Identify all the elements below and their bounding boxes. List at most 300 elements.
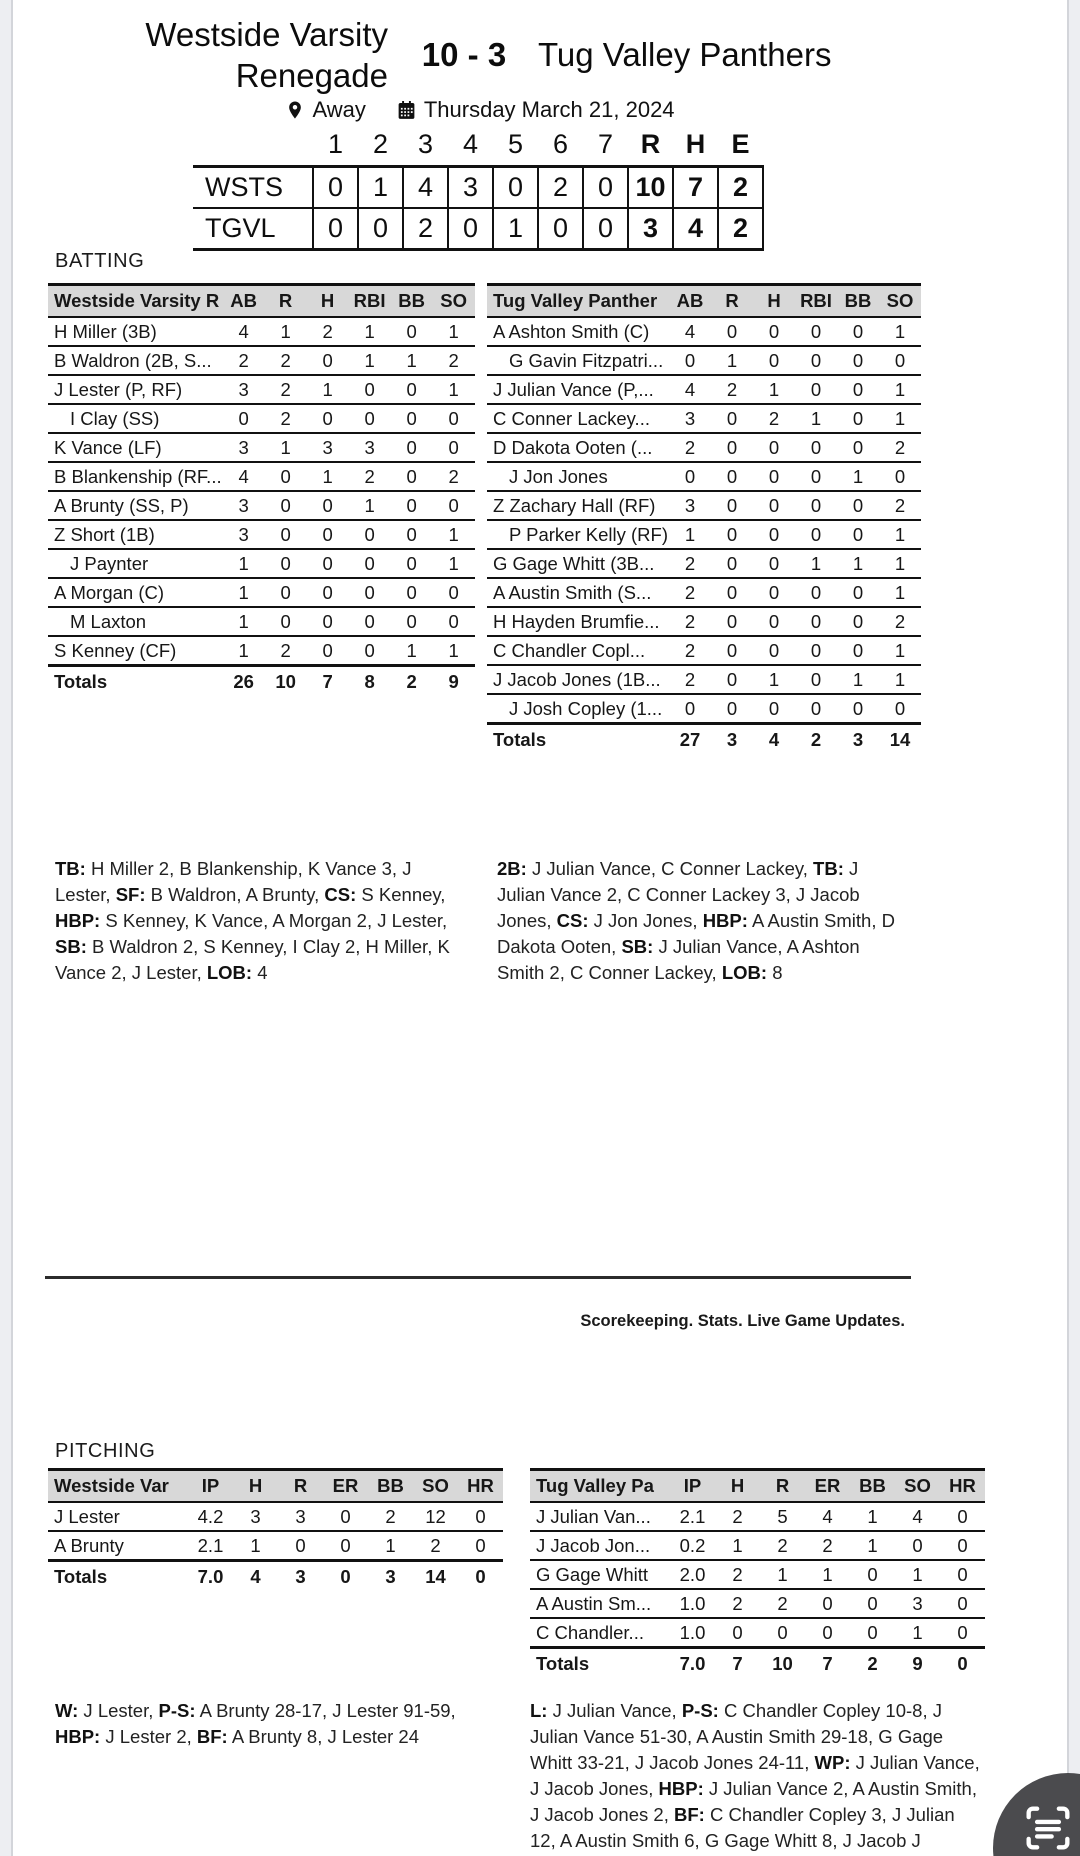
col-header-cell: IP xyxy=(670,1470,715,1503)
stat-cell: 0 xyxy=(358,208,403,250)
stat-cell: 0 xyxy=(753,549,795,578)
table-row xyxy=(487,462,921,491)
stat-cell: 0 xyxy=(313,208,358,250)
total-stat-cell: 27 xyxy=(669,724,711,756)
team-header-cell: Tug Valley Panther xyxy=(487,285,669,318)
table-row xyxy=(487,404,921,433)
team-header-cell: Westside Var xyxy=(48,1470,188,1503)
col-header-cell: R xyxy=(711,285,753,318)
stat-cell: 1 xyxy=(433,520,475,549)
col-header-cell: AB xyxy=(669,285,711,318)
total-stat-cell: 7.0 xyxy=(670,1648,715,1680)
stat-cell: 2 xyxy=(760,1589,805,1618)
stat-cell: 0 xyxy=(711,694,753,724)
stat-cell: 0 xyxy=(711,665,753,694)
game-meta xyxy=(150,97,810,123)
stat-cell: 0 xyxy=(795,433,837,462)
col-header-cell: BB xyxy=(850,1470,895,1503)
stat-cell: 0 xyxy=(669,346,711,375)
player-name-cell: A Austin Smith (S... xyxy=(487,578,669,607)
header-home-team: Tug Valley Panthers xyxy=(538,36,832,73)
game-date: Thursday March 21, 2024 xyxy=(423,97,675,122)
stat-cell: 0 xyxy=(307,520,349,549)
total-stat-cell: 8 xyxy=(349,666,391,698)
table-row xyxy=(193,167,763,209)
stat-cell: 0 xyxy=(837,607,879,636)
stat-cell: 2.1 xyxy=(188,1531,233,1561)
table-row xyxy=(530,1618,985,1648)
inning-col-header: 7 xyxy=(597,129,614,159)
stat-cell: 0 xyxy=(711,433,753,462)
stat-cell: 0 xyxy=(795,694,837,724)
stat-cell: 1 xyxy=(368,1531,413,1561)
stat-cell: 1 xyxy=(837,549,879,578)
col-header-cell: BB xyxy=(391,285,433,318)
player-name-cell: Z Short (1B) xyxy=(48,520,223,549)
stat-cell: 0 xyxy=(391,520,433,549)
stat-cell: 0 xyxy=(493,167,538,209)
stat-cell: 4 xyxy=(403,167,448,209)
player-name-cell: D Dakota Ooten (... xyxy=(487,433,669,462)
stat-cell: 0 xyxy=(895,1531,940,1560)
team-header-cell: Tug Valley Pa xyxy=(530,1470,670,1503)
stat-cell: 3 xyxy=(895,1589,940,1618)
stat-cell: 0 xyxy=(349,404,391,433)
stat-cell: 0 xyxy=(837,694,879,724)
stat-cell: 0 xyxy=(307,607,349,636)
stat-cell: 1 xyxy=(223,607,265,636)
hits-col-header: H xyxy=(685,129,706,159)
stat-cell: 3 xyxy=(223,433,265,462)
stat-cell: 2 xyxy=(538,167,583,209)
pitching-notes-away: W: J Lester, P-S: A Brunty 28-17, J Lester 91-59, HBP: J Lester 2, BF: A Brunty 8, J Lester 24 xyxy=(55,1700,456,1747)
player-name-cell: A Brunty xyxy=(48,1531,188,1561)
player-name-cell: A Austin Sm... xyxy=(530,1589,670,1618)
stat-cell: 0 xyxy=(307,549,349,578)
player-name-cell: Z Zachary Hall (RF) xyxy=(487,491,669,520)
stat-cell: 0 xyxy=(265,520,307,549)
stat-cell: 4 xyxy=(223,317,265,346)
stat-cell: 2 xyxy=(669,433,711,462)
stat-cell: 0 xyxy=(805,1589,850,1618)
stat-cell: 0 xyxy=(223,404,265,433)
stat-cell: 0 xyxy=(760,1618,805,1648)
stat-cell: 1 xyxy=(669,520,711,549)
batting-table-home xyxy=(487,283,921,755)
col-header-cell: BB xyxy=(368,1470,413,1503)
stat-cell: 2 xyxy=(715,1560,760,1589)
stat-cell: 0 xyxy=(940,1502,985,1531)
totals-label: Totals xyxy=(530,1648,670,1680)
stat-cell: 2 xyxy=(805,1531,850,1560)
total-stat-cell: 4 xyxy=(753,724,795,756)
table-header-row xyxy=(48,285,475,318)
stat-cell: 0 xyxy=(349,607,391,636)
stat-cell: 2 xyxy=(879,433,921,462)
location-meta xyxy=(285,97,365,123)
table-row xyxy=(487,491,921,520)
runs-col-header: R xyxy=(640,129,661,159)
stat-cell: 0 xyxy=(837,404,879,433)
totals-row xyxy=(530,1648,985,1680)
total-stat-cell: 14 xyxy=(413,1561,458,1593)
col-header-cell: HR xyxy=(458,1470,503,1503)
total-stat-cell: 7.0 xyxy=(188,1561,233,1593)
stat-cell: 0 xyxy=(349,578,391,607)
player-name-cell: J Jacob Jones (1B... xyxy=(487,665,669,694)
stat-cell: 0 xyxy=(715,1618,760,1648)
stat-cell: 0 xyxy=(879,346,921,375)
stat-cell: 0 xyxy=(711,462,753,491)
stat-cell: 0 xyxy=(265,607,307,636)
stat-cell: 2 xyxy=(715,1502,760,1531)
stat-cell: 1 xyxy=(223,578,265,607)
player-name-cell: A Ashton Smith (C) xyxy=(487,317,669,346)
table-row xyxy=(487,607,921,636)
table-row xyxy=(530,1502,985,1531)
stat-cell: 0 xyxy=(711,520,753,549)
linescore-table xyxy=(193,128,764,251)
stat-cell: 0 xyxy=(307,636,349,666)
stat-cell: 0 xyxy=(795,578,837,607)
player-name-cell: WSTS xyxy=(193,167,313,209)
stat-cell: 1 xyxy=(307,462,349,491)
player-name-cell: B Blankenship (RF... xyxy=(48,462,223,491)
table-row xyxy=(48,549,475,578)
stat-cell: 0 xyxy=(795,317,837,346)
stat-cell: 0 xyxy=(753,694,795,724)
stat-cell: 1 xyxy=(850,1531,895,1560)
game-score: 10 - 3 xyxy=(421,36,507,73)
stat-cell: 0 xyxy=(711,578,753,607)
stat-cell: 0 xyxy=(753,578,795,607)
inning-col-header: 2 xyxy=(372,129,389,159)
player-name-cell: J Jon Jones xyxy=(487,462,669,491)
stat-cell: 1.0 xyxy=(670,1589,715,1618)
errors-col-header: E xyxy=(731,129,750,159)
total-stat-cell: 3 xyxy=(278,1561,323,1593)
total-stat-cell: 2 xyxy=(850,1648,895,1680)
player-name-cell: G Gavin Fitzpatri... xyxy=(487,346,669,375)
stat-cell: 1 xyxy=(879,578,921,607)
table-row xyxy=(487,346,921,375)
stat-cell: 0 xyxy=(753,491,795,520)
totals-row xyxy=(48,666,475,698)
stat-cell: 1 xyxy=(433,636,475,666)
batting-notes-home: 2B: J Julian Vance, C Conner Lackey, TB: J Julian Vance 2, C Conner Lackey 3, J Jacob Jones, CS: J Jon Jones, HBP: A Austin Smith, D Dakota Ooten, SB: J Julian Vance, A Ashton Smith 2, C Conner Lackey, LOB: 8 xyxy=(497,858,895,983)
stat-cell: 3 xyxy=(349,433,391,462)
stat-cell: 0 xyxy=(265,578,307,607)
stat-cell: 4 xyxy=(805,1502,850,1531)
stat-cell: 0 xyxy=(837,317,879,346)
location-label: Away xyxy=(312,97,366,122)
col-header-cell: H xyxy=(233,1470,278,1503)
table-row xyxy=(48,578,475,607)
stat-cell: 1 xyxy=(711,346,753,375)
stat-cell: 0 xyxy=(795,491,837,520)
player-name-cell: K Vance (LF) xyxy=(48,433,223,462)
stat-cell: 0 xyxy=(313,167,358,209)
table-header-row xyxy=(487,285,921,318)
stat-cell: 2 xyxy=(760,1531,805,1560)
stat-cell: 3 xyxy=(628,208,673,250)
stat-cell: 0 xyxy=(391,491,433,520)
stat-cell: 0 xyxy=(433,433,475,462)
stat-cell: 1 xyxy=(760,1560,805,1589)
stat-cell: 0 xyxy=(711,404,753,433)
stat-cell: 2 xyxy=(223,346,265,375)
stat-cell: 0 xyxy=(879,694,921,724)
stat-cell: 0 xyxy=(753,462,795,491)
player-name-cell: B Waldron (2B, S... xyxy=(48,346,223,375)
pitching-table-home xyxy=(530,1468,985,1679)
table-row xyxy=(48,607,475,636)
stat-cell: 3 xyxy=(307,433,349,462)
stat-cell: 2 xyxy=(433,346,475,375)
stat-cell: 0 xyxy=(753,636,795,665)
stat-cell: 2 xyxy=(307,317,349,346)
stat-cell: 2 xyxy=(711,375,753,404)
col-header-cell: R xyxy=(760,1470,805,1503)
col-header-cell: SO xyxy=(879,285,921,318)
col-header-cell: R xyxy=(278,1470,323,1503)
table-row xyxy=(487,433,921,462)
stat-cell: 1.0 xyxy=(670,1618,715,1648)
player-name-cell: J Lester xyxy=(48,1502,188,1531)
stat-cell: 0 xyxy=(795,462,837,491)
player-name-cell: C Chandler... xyxy=(530,1618,670,1648)
table-row xyxy=(487,375,921,404)
total-stat-cell: 26 xyxy=(223,666,265,698)
stat-cell: 0 xyxy=(795,665,837,694)
stat-cell: 4 xyxy=(223,462,265,491)
stat-cell: 1 xyxy=(879,317,921,346)
stat-cell: 0 xyxy=(458,1531,503,1561)
table-row xyxy=(48,636,475,666)
table-row xyxy=(530,1531,985,1560)
stat-cell: 2 xyxy=(433,462,475,491)
stat-cell: 2 xyxy=(265,636,307,666)
stat-cell: 1 xyxy=(433,375,475,404)
total-stat-cell: 4 xyxy=(233,1561,278,1593)
col-header-cell: R xyxy=(265,285,307,318)
stat-cell: 0 xyxy=(391,375,433,404)
stat-cell: 4 xyxy=(673,208,718,250)
stat-cell: 0 xyxy=(323,1531,368,1561)
player-name-cell: H Hayden Brumfie... xyxy=(487,607,669,636)
table-row xyxy=(48,317,475,346)
stat-cell: 1 xyxy=(795,549,837,578)
stat-cell: 0 xyxy=(850,1560,895,1589)
stat-cell: 0 xyxy=(265,491,307,520)
total-stat-cell: 9 xyxy=(895,1648,940,1680)
stat-cell: 0 xyxy=(265,462,307,491)
stat-cell: 0 xyxy=(711,491,753,520)
stat-cell: 0 xyxy=(795,607,837,636)
stat-cell: 0 xyxy=(837,578,879,607)
stat-cell: 1 xyxy=(753,375,795,404)
stat-cell: 0 xyxy=(307,346,349,375)
player-name-cell: G Gage Whitt xyxy=(530,1560,670,1589)
stat-cell: 0 xyxy=(458,1502,503,1531)
totals-label: Totals xyxy=(487,724,669,756)
scan-fab[interactable] xyxy=(993,1773,1080,1856)
stat-cell: 2 xyxy=(368,1502,413,1531)
table-header-row xyxy=(48,1470,503,1503)
stat-cell: 0 xyxy=(940,1560,985,1589)
stat-cell: 0 xyxy=(753,317,795,346)
stat-cell: 0 xyxy=(391,317,433,346)
total-stat-cell: 14 xyxy=(879,724,921,756)
linescore-header-row xyxy=(193,128,763,167)
stat-cell: 4 xyxy=(669,375,711,404)
stat-cell: 1 xyxy=(391,636,433,666)
calendar-icon xyxy=(396,100,417,121)
stat-cell: 0 xyxy=(753,607,795,636)
stat-cell: 0 xyxy=(711,549,753,578)
stat-cell: 1 xyxy=(433,549,475,578)
stat-cell: 1 xyxy=(265,317,307,346)
player-name-cell: C Chandler Copl... xyxy=(487,636,669,665)
stat-cell: 0 xyxy=(837,491,879,520)
stat-cell: 1 xyxy=(837,665,879,694)
inning-col-header: 1 xyxy=(327,129,344,159)
player-name-cell: H Miller (3B) xyxy=(48,317,223,346)
stat-cell: 0 xyxy=(837,375,879,404)
stat-cell: 0 xyxy=(307,491,349,520)
stat-cell: 1 xyxy=(879,520,921,549)
stat-cell: 4 xyxy=(895,1502,940,1531)
pitching-table-away xyxy=(48,1468,503,1592)
total-stat-cell: 2 xyxy=(795,724,837,756)
total-stat-cell: 0 xyxy=(940,1648,985,1680)
stat-cell: 1 xyxy=(850,1502,895,1531)
stat-cell: 0 xyxy=(837,520,879,549)
stat-cell: 0 xyxy=(391,549,433,578)
stat-cell: 0 xyxy=(307,404,349,433)
total-stat-cell: 0 xyxy=(458,1561,503,1593)
pitching-notes-home: L: J Julian Vance, P-S: C Chandler Copley 10-8, J Julian Vance 51-30, A Austin Smith 29-18, G Gage Whitt 33-21, J Jacob Jones 24-11, WP: J Julian Vance, J Jacob Jones, HBP: J Julian Vance 2, A Austin Smith, J Jacob Jones 2, BF: C Chandler Copley 3, J Julian 12, A Austin Smith 6, G Gage Whitt 8, J Jacob J xyxy=(530,1700,980,1851)
stat-cell: 0 xyxy=(711,636,753,665)
batting-table-away xyxy=(48,283,475,697)
stat-cell: 2 xyxy=(718,208,763,250)
team-header-cell: Westside Varsity R xyxy=(48,285,223,318)
total-stat-cell: 2 xyxy=(391,666,433,698)
page-edge-right xyxy=(1067,0,1080,1856)
player-name-cell: A Brunty (SS, P) xyxy=(48,491,223,520)
stat-cell: 1 xyxy=(879,549,921,578)
stat-cell: 1 xyxy=(895,1560,940,1589)
stat-cell: 0 xyxy=(669,462,711,491)
stat-cell: 0 xyxy=(837,433,879,462)
table-row xyxy=(48,433,475,462)
stat-cell: 1 xyxy=(349,346,391,375)
col-header-cell: ER xyxy=(323,1470,368,1503)
stat-cell: 0 xyxy=(538,208,583,250)
stat-cell: 2 xyxy=(669,607,711,636)
total-stat-cell: 7 xyxy=(805,1648,850,1680)
stat-cell: 0 xyxy=(391,462,433,491)
stat-cell: 0 xyxy=(349,375,391,404)
stat-cell: 2 xyxy=(265,404,307,433)
player-name-cell: G Gage Whitt (3B... xyxy=(487,549,669,578)
stat-cell: 0 xyxy=(391,404,433,433)
inning-col-header: 5 xyxy=(507,129,524,159)
stat-cell: 0 xyxy=(391,578,433,607)
total-stat-cell: 7 xyxy=(715,1648,760,1680)
stat-cell: 1 xyxy=(805,1560,850,1589)
stat-cell: 0 xyxy=(265,549,307,578)
totals-label: Totals xyxy=(48,1561,188,1593)
stat-cell: 1 xyxy=(391,346,433,375)
stat-cell: 2 xyxy=(715,1589,760,1618)
table-row xyxy=(48,1531,503,1561)
stat-cell: 2 xyxy=(879,491,921,520)
stat-cell: 2 xyxy=(718,167,763,209)
pitching-section-title: PITCHING xyxy=(55,1440,156,1462)
stat-cell: 3 xyxy=(278,1502,323,1531)
stat-cell: 3 xyxy=(223,375,265,404)
player-name-cell: J Julian Van... xyxy=(530,1502,670,1531)
stat-cell: 0.2 xyxy=(670,1531,715,1560)
stat-cell: 1 xyxy=(895,1618,940,1648)
total-stat-cell: 10 xyxy=(265,666,307,698)
col-header-cell: SO xyxy=(895,1470,940,1503)
stat-cell: 0 xyxy=(795,636,837,665)
table-row xyxy=(48,346,475,375)
col-header-cell: AB xyxy=(223,285,265,318)
col-header-cell: ER xyxy=(805,1470,850,1503)
totals-label: Totals xyxy=(48,666,223,698)
stat-cell: 1 xyxy=(307,375,349,404)
player-name-cell: I Clay (SS) xyxy=(48,404,223,433)
table-row xyxy=(487,578,921,607)
stat-cell: 1 xyxy=(349,491,391,520)
stat-cell: 0 xyxy=(278,1531,323,1561)
stat-cell: 0 xyxy=(433,607,475,636)
stat-cell: 3 xyxy=(669,404,711,433)
stat-cell: 0 xyxy=(795,375,837,404)
stat-cell: 0 xyxy=(433,491,475,520)
batting-notes-away: TB: H Miller 2, B Blankenship, K Vance 3, J Lester, SF: B Waldron, A Brunty, CS: S Kenney, HBP: S Kenney, K Vance, A Morgan 2, J Lester, SB: B Waldron 2, S Kenney, I Clay 2, H Miller, K Vance 2, J Lester, LOB: 4 xyxy=(55,858,450,983)
total-stat-cell: 3 xyxy=(368,1561,413,1593)
total-stat-cell: 3 xyxy=(711,724,753,756)
stat-cell: 0 xyxy=(753,520,795,549)
player-name-cell: C Conner Lackey... xyxy=(487,404,669,433)
stat-cell: 12 xyxy=(413,1502,458,1531)
player-name-cell: J Julian Vance (P,... xyxy=(487,375,669,404)
stat-cell: 0 xyxy=(711,317,753,346)
stat-cell: 1 xyxy=(493,208,538,250)
table-row xyxy=(48,404,475,433)
table-row xyxy=(530,1560,985,1589)
stat-cell: 1 xyxy=(233,1531,278,1561)
section-divider xyxy=(45,1276,911,1279)
stat-cell: 3 xyxy=(448,167,493,209)
stat-cell: 0 xyxy=(433,404,475,433)
batting-section-title: BATTING xyxy=(55,250,145,272)
stat-cell: 0 xyxy=(448,208,493,250)
stat-cell: 0 xyxy=(433,578,475,607)
col-header-cell: SO xyxy=(413,1470,458,1503)
total-stat-cell: 0 xyxy=(323,1561,368,1593)
stat-cell: 2 xyxy=(753,404,795,433)
stat-cell: 0 xyxy=(349,520,391,549)
tagline: Scorekeeping. Stats. Live Game Updates. xyxy=(580,1312,905,1330)
stat-cell: 0 xyxy=(583,208,628,250)
stat-cell: 2 xyxy=(265,346,307,375)
stat-cell: 3 xyxy=(669,491,711,520)
